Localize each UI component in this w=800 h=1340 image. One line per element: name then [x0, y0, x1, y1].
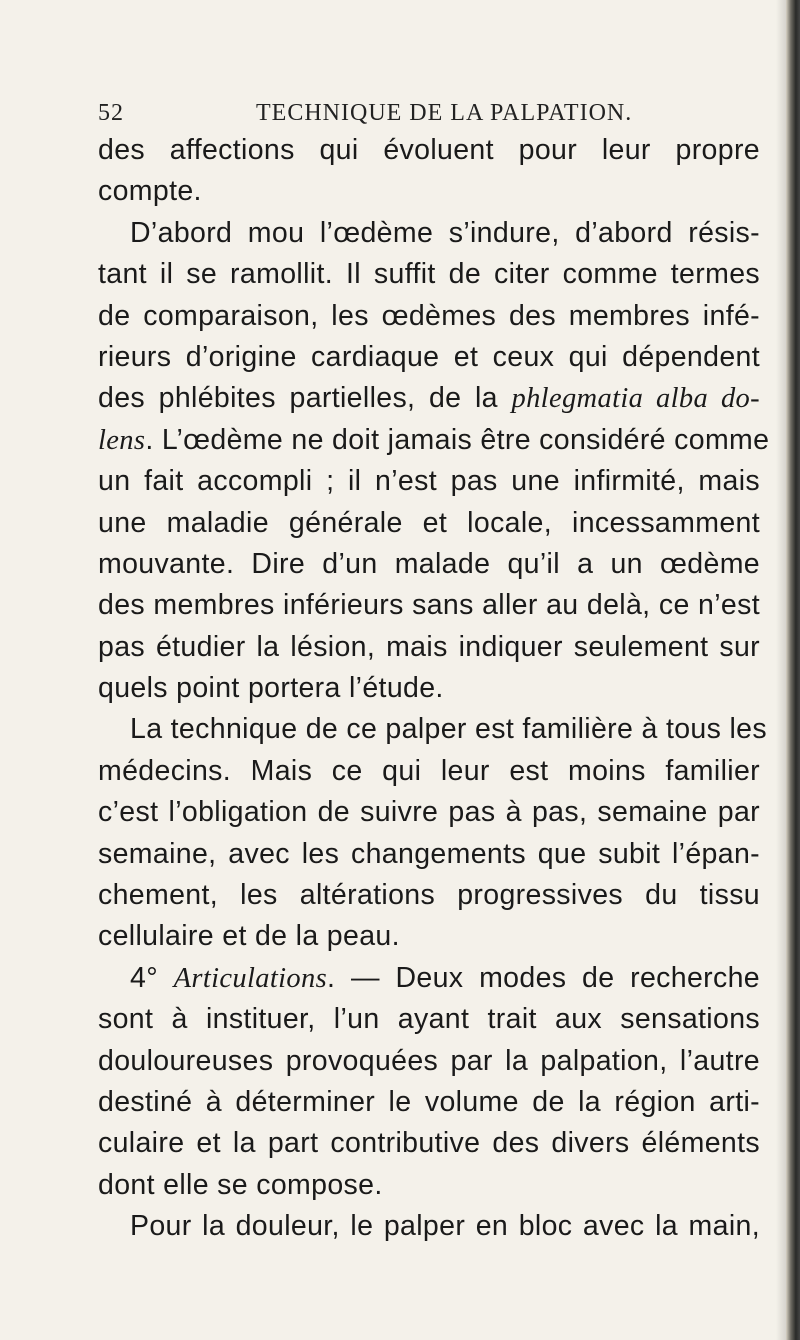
line-text: La technique de ce palper est familière à tous les [130, 713, 767, 746]
line-text: médecins. Mais ce qui leur est moins familier [98, 754, 760, 787]
line-text: des affections qui évoluent pour leur propre [98, 134, 760, 166]
text-line [98, 627, 760, 668]
text-line [98, 999, 760, 1040]
text-line [98, 958, 760, 999]
line-text: culaire et la part contributive des divers éléments [98, 1127, 760, 1160]
line-text: Pour la douleur, le palper en bloc avec la main, [130, 1210, 760, 1243]
line-text: rieurs d’origine cardiaque et ceux qui dépendent [98, 340, 760, 373]
line-text: des phlébites partielles, de la [98, 382, 512, 415]
line-text: dont elle se compose. [98, 1168, 383, 1201]
line-text: quels point portera l’étude. [98, 672, 444, 705]
text-line [98, 420, 770, 461]
text-line [98, 337, 760, 378]
text-line [98, 213, 760, 254]
text-line [98, 171, 760, 212]
text-line [98, 1206, 760, 1247]
italic-text: Articulations [173, 962, 328, 994]
line-text: compte. [98, 175, 202, 208]
line-text: une maladie générale et locale, incessamment [98, 506, 760, 539]
text-line [98, 792, 760, 833]
text-line [98, 709, 767, 750]
line-text: mouvante. Dire d’un malade qu’il a un œdème [98, 547, 760, 580]
line-text: tant il se ramollit. Il suffit de citer comme termes [98, 258, 760, 291]
text-line [98, 254, 760, 295]
line-text: de comparaison, les œdèmes des membres infé- [98, 299, 760, 332]
body-text [98, 130, 770, 1248]
text-line [98, 1123, 760, 1164]
page-edge-shadow [776, 0, 786, 1340]
text-line [98, 1165, 760, 1206]
line-text: c’est l’obligation de suivre pas à pas, semaine par [98, 796, 760, 829]
line-text: pas étudier la lésion, mais indiquer seulement sur [98, 630, 760, 663]
line-text: sont à instituer, l’un ayant trait aux sensations [98, 1003, 760, 1036]
text-line [98, 503, 760, 544]
text-line [98, 1041, 760, 1082]
line-text: D’abord mou l’œdème s’indure, d’abord résis- [130, 216, 760, 249]
line-text: semaine, avec les changements que subit l’épan- [98, 837, 760, 870]
line-text: douloureuses provoquées par la palpation, l’autre [98, 1044, 760, 1077]
text-line [98, 296, 760, 337]
line-text: . — Deux modes de recherche [327, 961, 761, 994]
text-line [98, 378, 760, 419]
text-line [98, 585, 760, 626]
line-text: destiné à déterminer le volume de la région arti- [98, 1085, 760, 1118]
line-text: un fait accompli ; il n’est pas une infirmité, mais [98, 465, 760, 498]
line-text: des membres inférieurs sans aller au delà, ce n’est [98, 589, 760, 622]
text-line [98, 834, 760, 875]
line-text: chement, les altérations progressives du tissu [98, 879, 760, 912]
line-prefix: 4° [130, 961, 174, 994]
line-text: . L’œdème ne doit jamais être considéré comme [145, 423, 770, 456]
text-line [98, 461, 760, 502]
text-line [98, 544, 760, 585]
book-spine-edge [786, 0, 800, 1340]
text-line [98, 916, 760, 957]
page-number: 52 [98, 100, 124, 126]
line-text: cellulaire et de la peau. [98, 920, 400, 953]
text-line [98, 668, 760, 709]
text-line [98, 875, 760, 916]
text-line [98, 130, 760, 171]
text-line [98, 1082, 760, 1123]
italic-text: lens [98, 424, 146, 456]
text-line [98, 751, 760, 792]
running-title: TECHNIQUE DE LA PALPATION. [256, 100, 633, 126]
italic-text: phlegmatia alba do- [511, 383, 760, 415]
